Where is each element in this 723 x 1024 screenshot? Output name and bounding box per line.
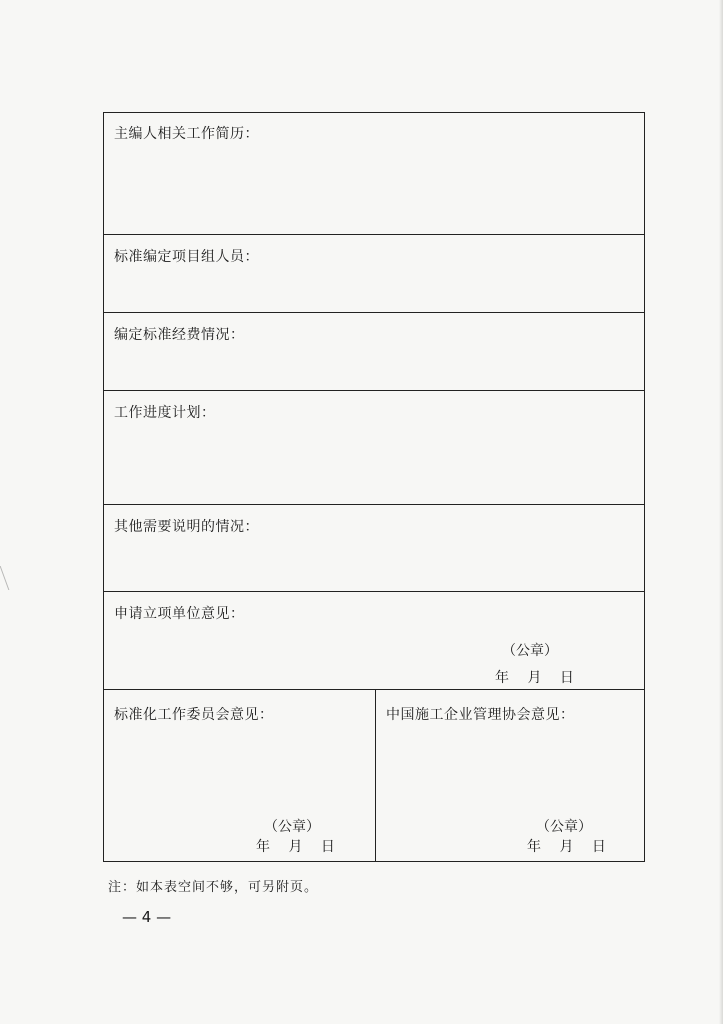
row-resume <box>104 113 644 235</box>
application-form-table <box>103 112 645 862</box>
applicant-date-label: 年 月 日 <box>495 670 574 686</box>
page-number: — 4 — <box>122 908 172 926</box>
footnote: 注：如本表空间不够，可另附页。 <box>108 880 319 895</box>
row-other-notes <box>104 505 644 592</box>
schedule-label: 工作进度计划： <box>114 405 216 421</box>
resume-label: 主编人相关工作简历： <box>114 126 259 142</box>
row-funding <box>104 313 644 391</box>
committee-seal-label: （公章） <box>264 819 320 835</box>
project-members-label: 标准编定项目组人员： <box>114 249 259 265</box>
committee-opinion-cell <box>104 690 376 861</box>
row-approval-opinions <box>104 690 644 861</box>
other-notes-label: 其他需要说明的情况： <box>114 519 259 535</box>
committee-date-label: 年 月 日 <box>256 839 335 855</box>
applicant-seal-label: （公章） <box>502 643 558 659</box>
row-applicant-opinion <box>104 592 644 690</box>
funding-label: 编定标准经费情况： <box>114 327 245 343</box>
association-seal-label: （公章） <box>536 819 592 835</box>
applicant-opinion-label: 申请立项单位意见： <box>114 606 245 622</box>
page-edge <box>719 0 723 1024</box>
scan-mark <box>0 566 15 590</box>
row-project-members <box>104 235 644 313</box>
committee-opinion-label: 标准化工作委员会意见： <box>114 707 274 723</box>
association-date-label: 年 月 日 <box>527 839 606 855</box>
association-opinion-cell <box>376 690 644 861</box>
row-schedule <box>104 391 644 505</box>
association-opinion-label: 中国施工企业管理协会意见： <box>386 707 575 723</box>
